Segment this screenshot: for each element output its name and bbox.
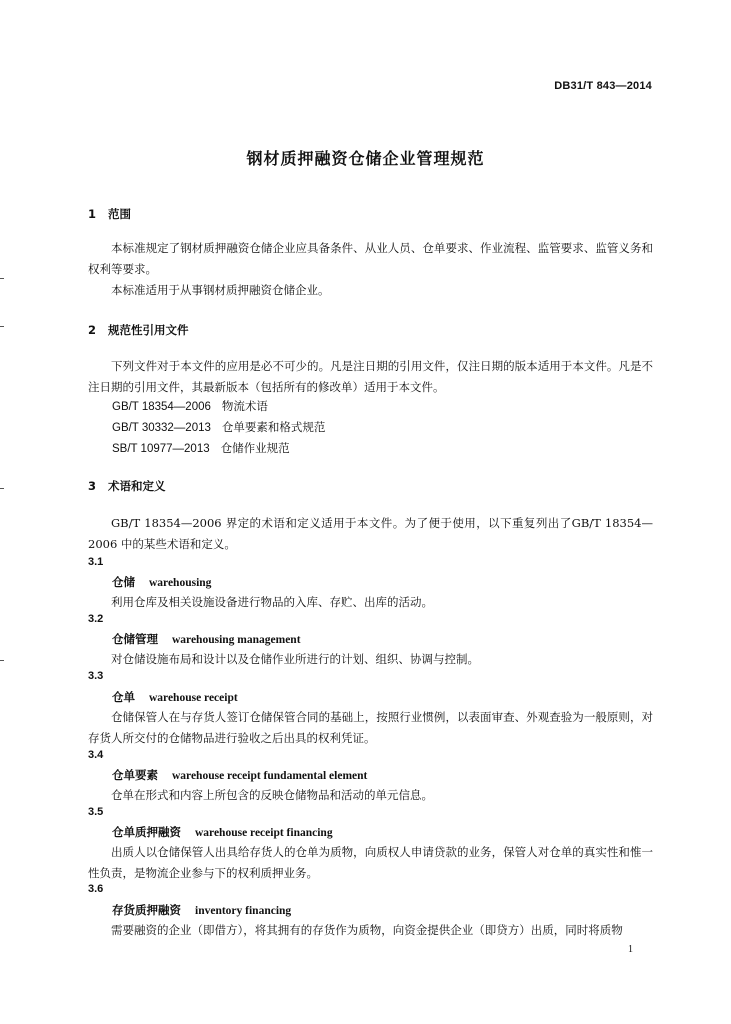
term-definition: 仓单在形式和内容上所包含的反映仓储物品和活动的单元信息。 [111,788,433,802]
term-name-chinese: 仓单 [112,690,135,704]
section-number: 2 [88,323,97,337]
reference-code: GB/T 18354—2006 [112,401,211,413]
term-name-chinese: 仓储 [112,575,135,589]
term-name-english: warehouse receipt fundamental element [172,770,368,782]
term-number: 3.5 [88,806,104,818]
term-name-english: warehousing management [172,634,301,646]
term-name-english: warehousing [149,577,212,589]
standard-code: DB31/T 843—2014 [554,80,652,92]
document-title: 钢材质押融资仓储企业管理规范 [246,149,485,168]
section-title: 范围 [108,207,131,221]
term-definition: 对仓储设施布局和设计以及仓储作业所进行的计划、组织、协调与控制。 [111,652,479,666]
reference-name: 仓储作业规范 [220,441,290,455]
reference-item [112,398,268,414]
term-name-chinese: 存货质押融资 [112,903,181,917]
term-number: 3.3 [88,670,104,682]
section-1-paragraph-2: 本标准适用于从事钢材质押融资仓储企业。 [111,283,330,297]
section-1-heading [88,206,131,222]
term-definition: 利用仓库及相关设施设备进行物品的入库、存贮、出库的活动。 [111,595,433,609]
term-name-chinese: 仓储管理 [112,632,158,646]
section-3-heading [88,478,166,494]
reference-item [112,440,290,456]
term-definition: 需要融资的企业（即借方），将其拥有的存货作为质物，向资金提供企业（即贷方）出质，同时将质物 [111,923,623,937]
scan-edge-mark [0,278,4,279]
reference-name: 物流术语 [221,399,268,413]
term-name [112,574,211,590]
page-number: 1 [628,944,633,955]
section-1-paragraph-1: 本标准规定了钢材质押融资仓储企业应具备条件、从业人员、仓单要求、作业流程、监管要求、监管义务和权利等要求。 [88,241,653,276]
section-title: 规范性引用文件 [108,323,189,337]
section-number: 1 [88,207,97,221]
reference-code: SB/T 10977—2013 [112,443,210,455]
section-number: 3 [88,479,97,493]
scan-edge-mark [0,326,4,327]
term-name-chinese: 仓单要素 [112,768,158,782]
term-name [112,689,238,705]
section-3-paragraph-1: GB/T 18354—2006 界定的术语和定义适用于本文件。为了便于使用，以下重复列出了GB/T 18354—2006 中的某些术语和定义。 [88,516,653,551]
section-2-paragraph-1: 下列文件对于本文件的应用是必不可少的。凡是注日期的引用文件，仅注日期的版本适用于本文件。凡是不注日期的引用文件，其最新版本（包括所有的修改单）适用于本文件。 [88,359,653,394]
term-name-english: inventory financing [195,905,292,917]
reference-code: GB/T 30332—2013 [112,422,211,434]
reference-name: 仓单要素和格式规范 [221,420,326,434]
term-name-english: warehouse receipt [149,692,238,704]
section-2-heading [88,322,189,338]
term-number: 3.4 [88,749,104,761]
term-definition: 仓储保管人在与存货人签订仓储保管合同的基础上，按照行业惯例，以表面审查、外观查验为一般原则，对存货人所交付的仓储物品进行验收之后出具的权利凭证。 [88,710,653,745]
term-name [112,902,291,918]
reference-item [112,419,325,435]
term-definition: 出质人以仓储保管人出具给存货人的仓单为质物，向质权人申请贷款的业务，保管人对仓单的真实性和惟一性负责，是物流企业参与下的权利质押业务。 [88,845,653,880]
term-number: 3.6 [88,883,104,895]
term-name [112,767,367,783]
term-number: 3.1 [88,556,104,568]
term-name [112,631,301,647]
term-name [112,824,333,840]
term-number: 3.2 [88,613,104,625]
term-name-chinese: 仓单质押融资 [112,825,181,839]
scan-edge-mark [0,660,4,661]
section-title: 术语和定义 [108,479,166,493]
scan-edge-mark [0,488,4,489]
term-name-english: warehouse receipt financing [195,827,333,839]
